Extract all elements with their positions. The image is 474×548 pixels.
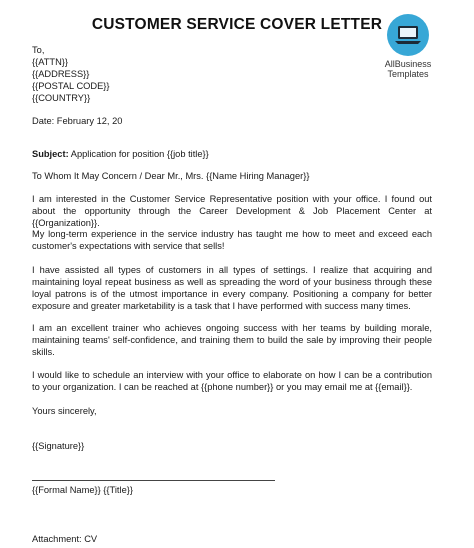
address-line: {{COUNTRY}} [32,93,91,103]
address-line: {{ATTN}} [32,57,69,67]
address-line: {{POSTAL CODE}} [32,81,110,91]
logo-brand-line2: Templates [387,69,429,79]
signature-line [32,480,275,481]
subject-label: Subject: [32,149,69,159]
signature-placeholder: {{Signature}} [32,441,85,451]
address-line: {{ADDRESS}} [32,69,90,79]
address-line: To, [32,45,45,55]
attachment-note: Attachment: CV [32,534,98,544]
closing: Yours sincerely, [32,406,97,416]
document-title: CUSTOMER SERVICE COVER LETTER [91,16,383,33]
body-paragraph: I have assisted all types of customers in all types of settings. I realize that acquiring and maintaining loyal repeat business as well as spreading the word of your business through these loyal patrons is of the utmost importance in every company. Positioning a company for better exposure and greater marketability is a task that I have performed with success many times. [32,265,432,311]
greeting: To Whom It May Concern / Dear Mr., Mrs. {{Name Hiring Manager}} [32,171,310,181]
body-paragraph: I would like to schedule an interview with your office to elaborate on how I can be a contribution to your organization. I can be reached at {{phone number}} or you may email me at {{email}}. [32,370,432,392]
formal-name: {{Formal Name}} {{Title}} [32,485,133,495]
logo-brand-line1: AllBusiness [384,59,432,69]
body-paragraph: I am interested in the Customer Service Representative position with your office. I found out about the opportunity through the Career Development & Job Placement Center at {{Organization}}. [32,194,432,228]
body-paragraph: I am an excellent trainer who achieves ongoing success with her teams by building morale, maintaining teams' self-confidence, and training them to build the sale by improving their people skills. [32,323,432,357]
subject-text: Application for position {{job title}} [68,149,209,159]
recipient-address [32,44,432,104]
body-paragraph: My long-term experience in the service industry has taught me how to meet and exceed each customer's expectations with service that sells! [32,229,432,251]
letter-date: Date: February 12, 20 [32,116,123,126]
subject-line [32,148,432,160]
